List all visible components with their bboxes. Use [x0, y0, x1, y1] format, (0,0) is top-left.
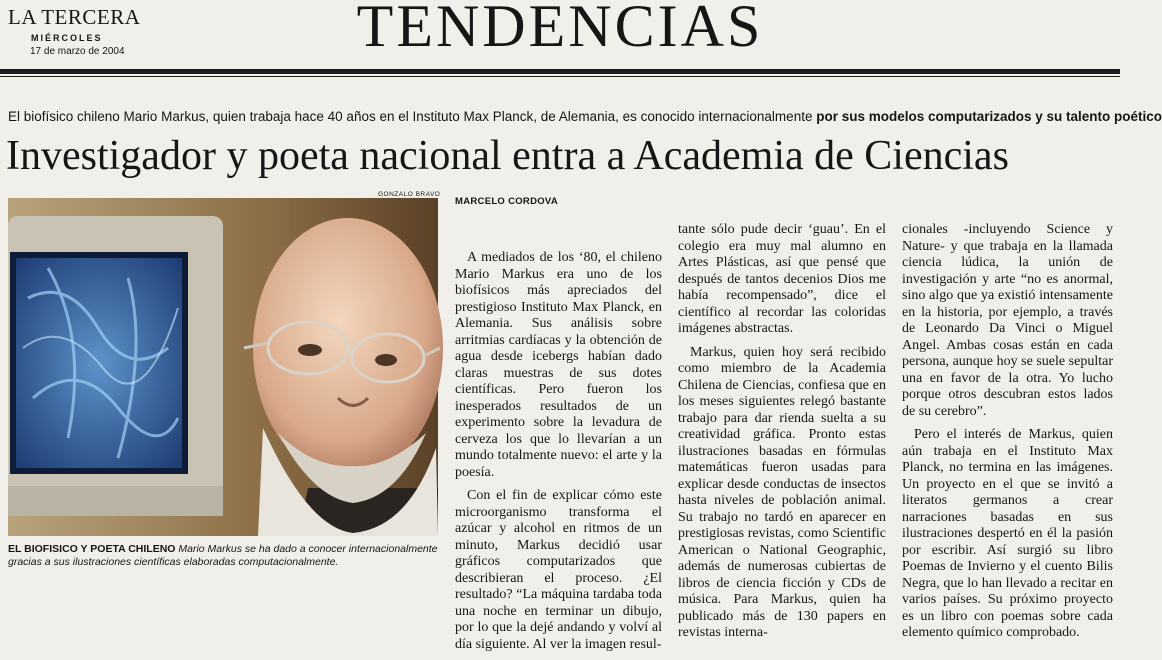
byline: MARCELO CORDOVA	[455, 196, 559, 207]
section-title: TENDENCIAS	[356, 0, 764, 59]
paragraph: cionales -incluyendo Science y Nature- y que trabaja en la llamada ciencia lúdica, la unión de investigación y arte “no es anormal, sino algo que ya existió intensamente en la historia, por ejemplo, a través de Leonardo Da Vinci o Miguel Angel. Ambas cosas están en cada persona, aunque hoy se suele sepultar una en favor de la otra. Yo lucho porque otros descubran estos lados de su cerebro”.	[902, 222, 1113, 419]
kicker-bold: por sus modelos computarizados y su talento poético	[816, 109, 1162, 124]
kicker-text: El biofísico chileno Mario Markus, quien trabaja hace 40 años en el Instituto Max Planck, de Alemania, es conocido internacionalmente	[8, 109, 817, 124]
headline: Investigador y poeta nacional entra a Academia de Ciencias	[6, 133, 1009, 179]
caption-lead: EL BIOFISICO Y POETA CHILENO	[8, 543, 176, 555]
article-column-2	[678, 222, 886, 649]
issue-day: MIÉRCOLES	[31, 33, 103, 43]
paragraph: Markus, quien hoy será recibido como miembro de la Academia Chilena de Ciencias, confiesa que en los meses siguientes relegó bastante trabajo para dar rienda suelta a su creatividad gráfica. Pronto estas ilustraciones basadas en fórmulas matemáticas fueron usadas para explicar desde conductas de insectos hasta niveles de población animal. Su trabajo no tardó en aparecer en prestigiosas revistas, como Scientific American o National Geographic, además de numerosas cubiertas de libros de ciencia ficción y CDs de música. Para Markus, quien ha publicado más de 130 papers en revistas interna-	[678, 344, 886, 640]
photo-caption	[8, 543, 438, 569]
photo-credit: GONZALO BRAVO	[378, 191, 441, 198]
masthead-rule-thin	[0, 76, 1120, 77]
paragraph: A mediados de los ‘80, el chileno Mario Markus era uno de los biofísicos más apreciados del prestigioso Instituto Max Planck, en Alemania. Sus análisis sobre arritmias cardíacas y la obtención de agua desde icebergs habían dado claras muestras de sus dotes científicas. Pero fueron los inesperados resultados de un experimento sobre la levadura de cerveza los que lo llevarían a un mundo totalmente nuevo: el arte y la poesía.	[455, 250, 662, 480]
paragraph: Pero el interés de Markus, quien aún trabaja en el Instituto Max Planck, no termina en las imágenes. Un proyecto en el que se invitó a literatos germanos a crear narraciones basadas en sus ilustraciones despertó en él la pasión por escribir. Así surgió su libro Poemas de Invierno y el cuento Bilis Negra, que lo han llevado a recitar en varios países. Su próximo proyecto es un libro con poemas sobre cada elemento químico comprobado.	[902, 427, 1113, 640]
publication-name: LA TERCERA	[8, 5, 141, 29]
caption-text: Mario Markus se ha dado a conocer internacionalmente gracias a sus ilustraciones científicas elaboradas computacionalmente.	[8, 543, 438, 568]
issue-date: 17 de marzo de 2004	[30, 46, 125, 57]
masthead-left	[8, 6, 208, 57]
article-column-1	[455, 250, 662, 660]
portrait-illustration	[8, 198, 438, 536]
paragraph: Con el fin de explicar cómo este microorganismo transforma el azúcar y alcohol en ritmos de un minuto, Markus decidió usar gráficos computarizados que describieran el proceso. ¿El resultado? “La máquina tardaba toda una noche en terminar un dibujo, por lo que la dejé andando y volví al día siguiente. Al ver la imagen resul-	[455, 488, 662, 652]
kicker	[8, 109, 1162, 124]
article-column-3	[902, 222, 1113, 649]
masthead-rule	[0, 69, 1120, 74]
paragraph: tante sólo pude decir ‘guau’. En el colegio era muy mal alumno en Artes Plásticas, así que pensé que después de tantos decenios Dios me había recompensado”, dice el científico al recordar las coloridas imágenes abstractas.	[678, 222, 886, 336]
article-photo	[8, 198, 438, 536]
